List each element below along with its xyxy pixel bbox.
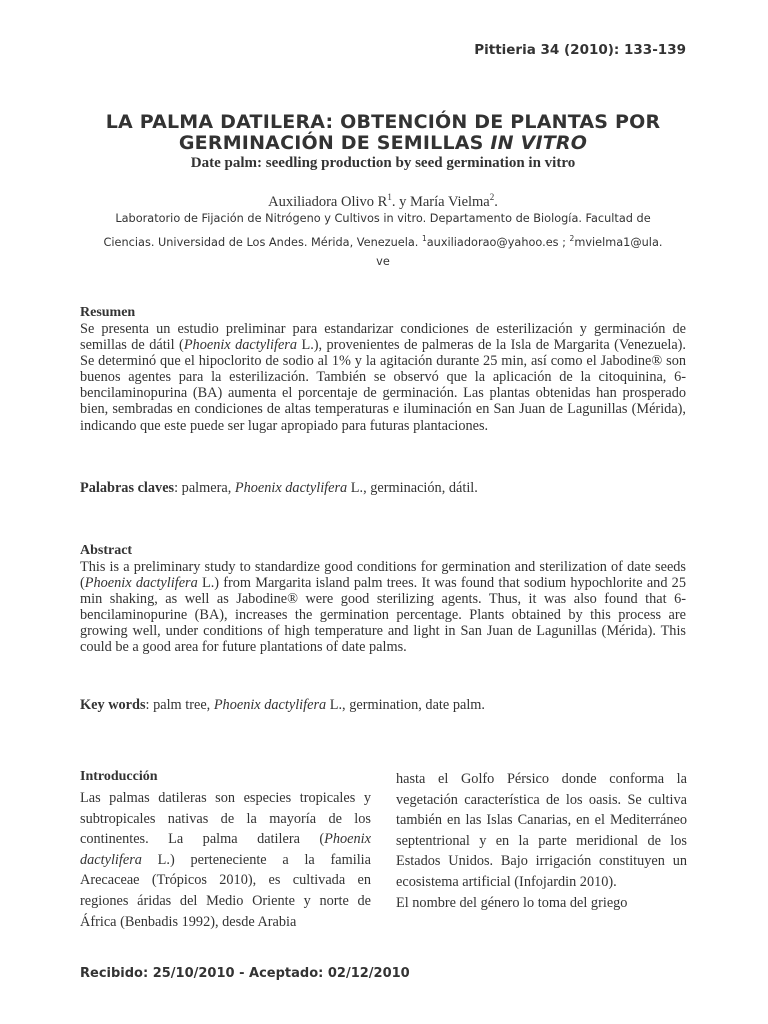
title-text: GERMINACIÓN DE SEMILLAS (178, 132, 491, 154)
received-accepted-dates: Recibido: 25/10/2010 - Aceptado: 02/12/2010 (80, 966, 410, 981)
author-1: Auxiliadora Olivo R (268, 193, 388, 210)
intro-heading: Introducción (80, 769, 158, 784)
intro-right-column (396, 769, 687, 913)
affiliation-line-3: ve (376, 254, 390, 268)
palabras-label: Palabras claves (80, 480, 175, 496)
intro-left-text (80, 788, 371, 932)
author-separator: . y María Vielma (391, 193, 490, 210)
resumen-heading: Resumen (80, 305, 136, 320)
article-title-line-1: LA PALMA DATILERA: OBTENCIÓN DE PLANTAS POR (105, 111, 661, 133)
author-2-sup: 2 (489, 192, 495, 202)
author-end: . (494, 193, 498, 210)
intro-left-column (80, 769, 371, 932)
resumen-text-b: L.), provenientes de palmeras de la Isla de Margarita (Venezuela). Se determinó que el hipoclorito de sodio al 1% y la agitación durante 25 min, así como el Jabodine® son buenos agentes para la esterilización. También se observó que la aplicación de la citoquinina, 6- bencilaminopurina (BA) aumenta el porcentaje de germinación. Las plantas obtenidas han prosperado bien, sembradas en condiciones de altas temperaturas e iluminación en San Juan de Lagunillas (Mérida), indicando que este puede ser lugar apropiado para futuras plantaciones. (80, 337, 686, 434)
keywords-label: Key words (80, 697, 146, 713)
intro-right-p1: hasta el Golfo Pérsico donde conforma la vegetación característica de los oasis. Se cultiva también en las Islas Canarias, en el Mediterráneo septentrional y en la parte meridional de los Estados Unidos. Bajo irrigación constituyen un ecosistema artificial (Infojardin 2010). (396, 771, 687, 890)
title-italic: IN VITRO (490, 132, 588, 154)
resumen-text-a: Se presenta un estudio preliminar para estandarizar condiciones de esterilización y germinación de semillas de dátil ( (80, 321, 686, 354)
article-subtitle: Date palm: seedling production by seed germination in vitro (190, 155, 576, 171)
palabras-species: Phoenix dactylifera (234, 480, 348, 496)
palabras-claves (80, 480, 686, 497)
email-2-sup: 2 (569, 233, 575, 243)
email-2: mvielma1@ula. (574, 235, 663, 249)
affiliation-text: Ciencias. Universidad de Los Andes. Mérida, Venezuela. (103, 235, 422, 249)
article-title-line-2 (80, 133, 686, 154)
keywords-a: : palm tree, (145, 697, 214, 713)
intro-left-b: L.) perteneciente a la familia Arecaceae (Trópicos 2010), es cultivada en regiones áridas del Medio Oriente y norte de África (Benbadis 1992), desde Arabia (80, 851, 371, 930)
affiliation-line-1: Laboratorio de Fijación de Nitrógeno y Cultivos in vitro. Departamento de Biología. Facultad de (115, 212, 651, 225)
palabras-b: L., germinación, dátil. (347, 480, 478, 496)
abstract-text (80, 559, 686, 656)
author-1-sup: 1 (387, 192, 392, 202)
keywords-b: L., germination, date palm. (326, 697, 485, 713)
abstract-section (80, 543, 686, 656)
intro-right-p2: El nombre del género lo toma del griego (396, 894, 628, 911)
abstract-species: Phoenix dactylifera (84, 575, 198, 592)
title-block (80, 112, 686, 172)
affiliation-line-2 (80, 229, 686, 252)
keywords-species: Phoenix dactylifera (213, 697, 327, 713)
email-1-sup: 1 (421, 233, 427, 243)
key-words (80, 697, 686, 714)
authors (80, 192, 686, 211)
resumen-section (80, 305, 686, 434)
abstract-heading: Abstract (80, 543, 133, 558)
resumen-species: Phoenix dactylifera (183, 337, 298, 354)
abstract-text-a: This is a preliminary study to standardize good conditions for germination and sterilization of date seeds ( (80, 559, 686, 592)
email-1: auxiliadorao@yahoo.es ; (426, 235, 570, 249)
palabras-a: : palmera, (174, 480, 235, 496)
intro-left-a: Las palmas datileras son especies tropicales y subtropicales nativas de la mayoría de los continentes. La palma datilera ( (80, 790, 371, 848)
journal-reference: Pittieria 34 (2010): 133-139 (474, 42, 686, 58)
affiliation (80, 209, 686, 271)
resumen-text (80, 321, 686, 434)
intro-left-species: Phoenix dactylifera (80, 831, 371, 868)
abstract-text-b: L.) from Margarita island palm trees. It was found that sodium hypochlorite and 25 min shaking, as well as Jabodine® were good sterilizing agents. Thus, it was also found that 6-bencilaminopurine (BA), increases the germination percentage. Plants obtained by this process are growing well, under conditions of high temperature and light in San Juan de Lagunillas (Mérida). This could be a good area for future plantations of date palms. (80, 575, 686, 656)
